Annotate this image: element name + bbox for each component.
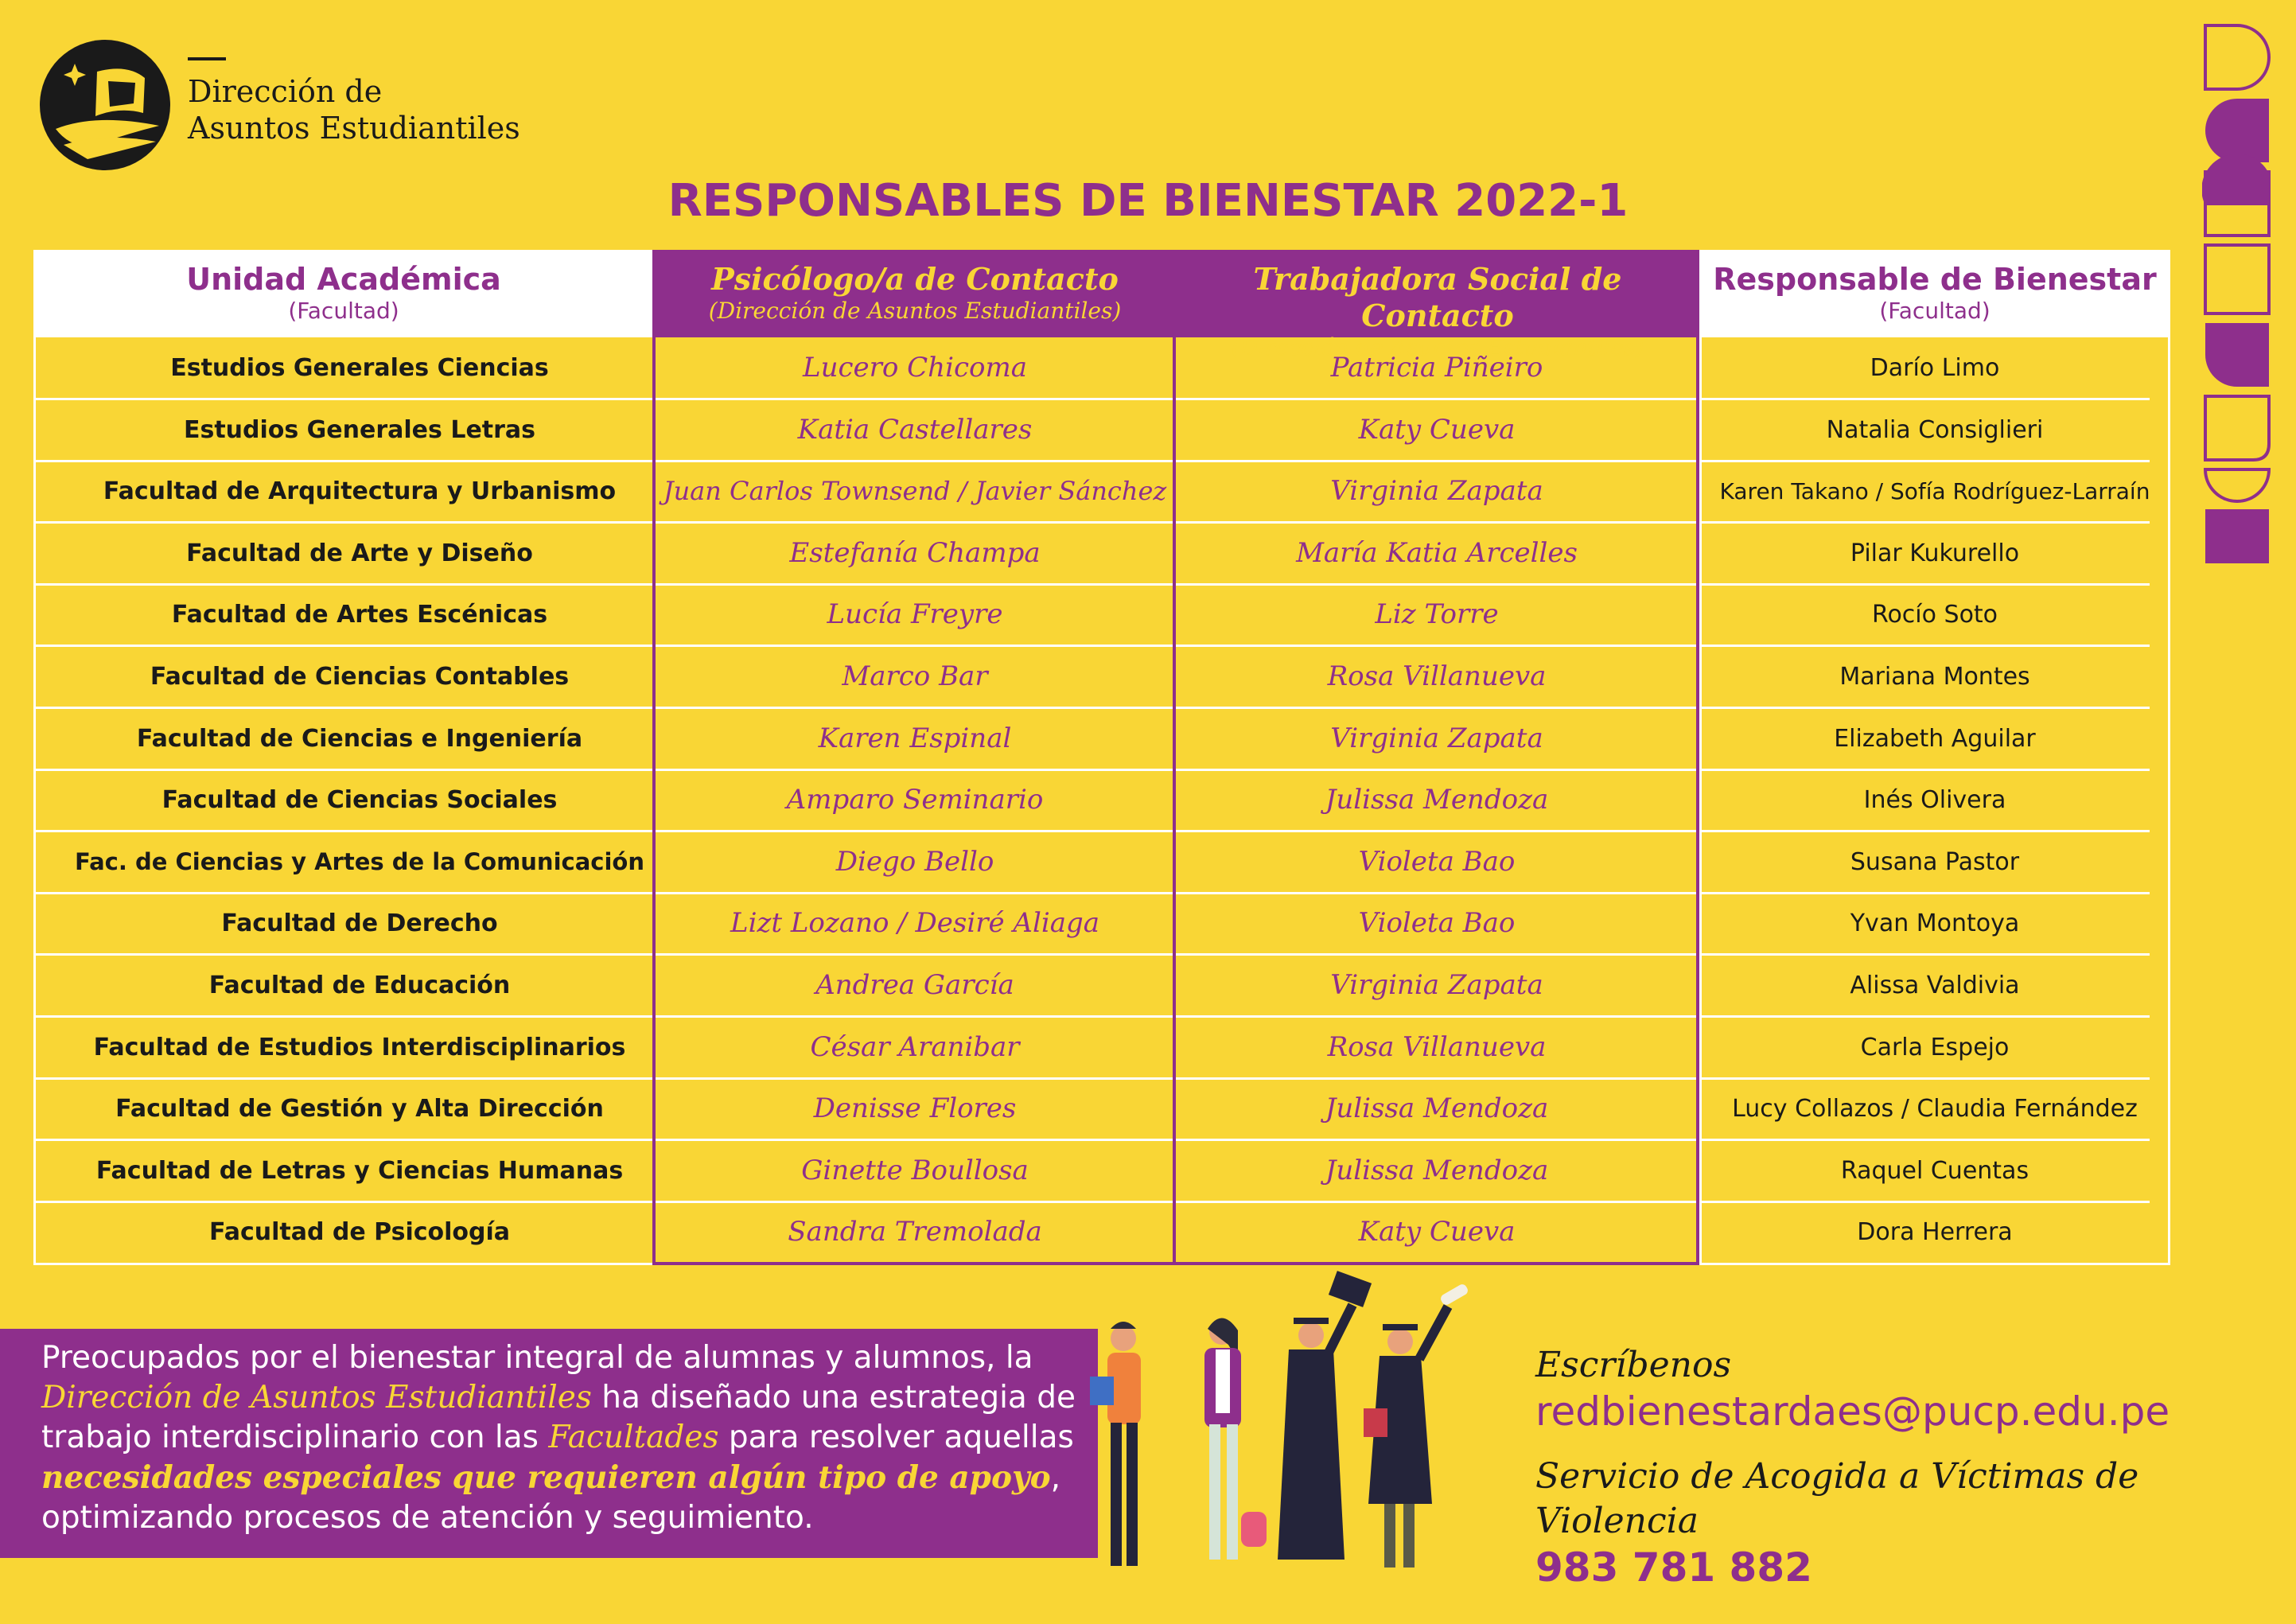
cell-unit: Facultad de Arte y Diseño [186,539,533,567]
row-divider [1176,1201,1696,1203]
cell-responsible: Lucy Collazos / Claudia Fernández [1732,1095,2138,1124]
cell-responsible: Rocío Soto [1871,601,1998,629]
cell-unit: Facultad de Gestión y Alta Dirección [115,1095,604,1124]
students-illustration-icon [1074,1265,1551,1591]
row-divider [1699,1015,2150,1018]
row-divider [1699,583,2150,586]
row-divider [33,769,652,771]
cell-social-worker: Julissa Mendoza [1325,784,1549,816]
header-unit [33,250,654,337]
row-divider [33,892,652,894]
cell-social-worker: Liz Torre [1375,598,1499,631]
cell-psychologist: César Aranibar [810,1030,1020,1063]
cell-responsible: Dora Herrera [1857,1218,2013,1247]
write-label: Escríbenos [1535,1345,1732,1385]
row-divider [1699,830,2150,832]
row-divider [1176,521,1696,524]
table-row [33,955,2170,1017]
table-row [33,523,2170,585]
cell-unit: Facultad de Estudios Interdisciplinarios [93,1033,626,1061]
row-divider [656,460,1173,462]
cell-social-worker: Patricia Piñeiro [1330,352,1543,384]
row-divider [33,398,652,400]
cell-social-worker: Violeta Bao [1358,845,1516,878]
cell-unit: Facultad de Ciencias Sociales [161,786,558,815]
cell-responsible: Karen Takano / Sofía Rodríguez-Larraín [1719,478,2150,505]
row-divider [33,1077,652,1080]
page-title: RESPONSABLES DE BIENESTAR 2022-1 [667,175,1629,227]
contact-phone[interactable]: 983 781 882 [1535,1544,1812,1591]
row-divider [1699,1077,2150,1080]
row-divider [1699,707,2150,709]
row-divider [1176,830,1696,832]
row-divider [1176,769,1696,771]
cell-psychologist: Estefanía Champa [789,536,1041,569]
cell-psychologist: Denisse Flores [813,1092,1017,1125]
cell-social-worker: Virginia Zapata [1330,722,1543,754]
cell-psychologist: Sandra Tremolada [788,1216,1042,1248]
table-row [33,769,2170,831]
cell-responsible: Alissa Valdivia [1850,972,2020,999]
info-highlight-faculties: Facultades [548,1420,719,1455]
row-divider [656,521,1173,524]
row-divider [1699,398,2150,400]
table-row [33,831,2170,894]
header-psychologist-sub: (Dirección de Asuntos Estudiantiles) [708,298,1122,324]
cell-responsible: Carla Espejo [1860,1033,2010,1061]
table-body [33,337,2170,1265]
cell-unit: Facultad de Letras y Ciencias Humanas [95,1156,624,1185]
cell-social-worker: Julissa Mendoza [1325,1092,1549,1125]
row-divider [1176,1015,1696,1018]
cell-unit: Facultad de Ciencias e Ingeniería [136,724,583,753]
header-social-worker-title: Trabajadora Social de Contacto [1253,261,1622,333]
table-row [33,399,2170,461]
info-text-part4: , optimizando procesos de atención y seguimiento. [41,1460,1061,1536]
row-divider [33,1139,652,1141]
cell-responsible: Mariana Montes [1839,663,2030,691]
cell-psychologist: Marco Bar [842,660,988,692]
row-divider [33,830,652,832]
row-divider [656,1201,1173,1203]
row-divider [656,1015,1173,1018]
row-divider [1176,645,1696,647]
cell-responsible: Elizabeth Aguilar [1834,724,2036,753]
cell-psychologist: Katia Castellares [797,413,1033,446]
header-psychologist [654,250,1176,337]
table-row [33,461,2170,523]
row-divider [1176,953,1696,956]
service-label: Servicio de Acogida a Víctimas de Violencia [1535,1456,2139,1541]
header-unit-sub: (Facultad) [288,298,399,324]
logo-emblem [40,40,170,170]
cell-unit: Facultad de Artes Escénicas [171,601,548,629]
row-divider [1176,707,1696,709]
row-divider [1699,521,2150,524]
cell-responsible: Natalia Consiglieri [1826,415,2044,444]
cell-psychologist: Andrea García [815,969,1014,1001]
cell-unit: Facultad de Educación [208,972,511,999]
row-divider [1699,1139,2150,1141]
cell-responsible: Yvan Montoya [1850,909,2020,938]
row-divider [1176,460,1696,462]
cell-unit: Facultad de Ciencias Contables [150,663,570,691]
cell-social-worker: Virginia Zapata [1330,969,1543,1001]
cell-psychologist: Juan Carlos Townsend / Javier Sánchez [663,476,1167,507]
row-divider [33,521,652,524]
contact-block [1535,1343,2296,1591]
cell-social-worker: Rosa Villanueva [1327,1030,1547,1063]
cell-psychologist: Diego Bello [835,845,994,878]
row-divider [33,645,652,647]
info-text [41,1338,1076,1538]
table-row [33,337,2170,399]
cell-social-worker: Julissa Mendoza [1325,1154,1549,1186]
row-divider [656,398,1173,400]
cell-psychologist: Ginette Boullosa [801,1154,1029,1186]
row-divider [1176,1077,1696,1080]
row-divider [33,1015,652,1018]
organization-name-line1: Dirección de [188,74,383,109]
decorative-shapes-icon [2202,22,2272,567]
row-divider [1176,892,1696,894]
row-divider [656,583,1173,586]
row-divider [656,1139,1173,1141]
row-divider [1176,398,1696,400]
cell-unit: Facultad de Arquitectura y Urbanismo [103,477,617,506]
info-text-part1: Preocupados por el bienestar integral de alumnas y alumnos, la [41,1340,1033,1376]
contact-email[interactable]: redbienestardaes@pucp.edu.pe [1535,1388,2170,1435]
table-row [33,1078,2170,1140]
cell-psychologist: Karen Espinal [818,722,1012,754]
row-divider [1699,1263,2170,1265]
header-unit-title: Unidad Académica [186,262,501,297]
header-responsible-title: Responsable de Bienestar [1713,262,2157,297]
table-row [33,584,2170,646]
row-divider [656,892,1173,894]
row-divider [33,460,652,462]
row-divider [656,830,1173,832]
cell-unit: Fac. de Ciencias y Artes de la Comunicación [75,847,644,875]
table-row [33,708,2170,770]
cell-responsible: Pilar Kukurello [1850,539,2020,567]
organization-name-line2: Asuntos Estudiantiles [188,111,520,146]
row-divider [1699,460,2150,462]
row-divider [656,1077,1173,1080]
table-row [33,1017,2170,1079]
cell-social-worker: Katy Cueva [1358,413,1516,446]
bienestar-table [33,250,2170,1265]
cell-social-worker: Virginia Zapata [1330,475,1543,508]
cell-social-worker: Rosa Villanueva [1327,660,1547,692]
info-highlight-needs: necesidades especiales que requieren algún tipo de apoyo [41,1459,1051,1496]
cell-psychologist: Lucía Freyre [827,598,1003,631]
header-social-worker-sub: (Dirección de Asuntos Estudiantiles) [1231,334,1644,360]
organization-name [188,73,520,146]
row-divider [33,707,652,709]
cell-psychologist: Amparo Seminario [786,784,1044,816]
row-divider [1699,892,2150,894]
cell-responsible: Inés Olivera [1863,786,2006,815]
row-divider [33,953,652,956]
row-divider [656,707,1173,709]
cell-unit: Estudios Generales Ciencias [170,354,549,382]
cell-unit: Facultad de Derecho [221,909,498,938]
ship-logo-icon [40,40,170,170]
info-text-part2: ha diseñado una estrategia de trabajo interdisciplinario con las [41,1380,1076,1455]
row-divider [1699,953,2150,956]
row-divider [33,583,652,586]
cell-psychologist: Lucero Chicoma [803,352,1027,384]
row-divider [1699,1201,2150,1203]
cell-social-worker: Katy Cueva [1358,1216,1516,1248]
cell-responsible: Raquel Cuentas [1840,1156,2029,1185]
logo-divider [188,57,226,60]
row-divider [33,1263,652,1265]
cell-psychologist: Lizt Lozano / Desiré Aliaga [730,907,1099,940]
table-row [33,646,2170,708]
cell-unit: Facultad de Psicología [208,1218,511,1247]
header-psychologist-title: Psicólogo/a de Contacto [711,261,1119,297]
info-highlight-dae: Dirección de Asuntos Estudiantiles [41,1380,592,1416]
row-divider [656,769,1173,771]
row-divider [656,645,1173,647]
row-divider [1699,645,2150,647]
row-divider [656,953,1173,956]
cell-unit: Estudios Generales Letras [183,415,536,444]
table-row [33,1140,2170,1202]
row-divider [1176,1139,1696,1141]
table-row [33,893,2170,955]
cell-social-worker: Violeta Bao [1358,907,1516,940]
info-text-part3: para resolver aquellas [718,1420,1074,1455]
cell-responsible: Darío Limo [1870,354,2000,382]
row-divider [1699,769,2150,771]
header-social-worker [1176,250,1699,360]
header-responsible-sub: (Facultad) [1879,298,1991,324]
row-divider [33,1201,652,1203]
table-row [33,1201,2170,1264]
cell-responsible: Susana Pastor [1850,847,2020,876]
header-responsible [1699,250,2170,337]
cell-social-worker: María Katia Arcelles [1296,536,1578,569]
row-divider [1176,583,1696,586]
